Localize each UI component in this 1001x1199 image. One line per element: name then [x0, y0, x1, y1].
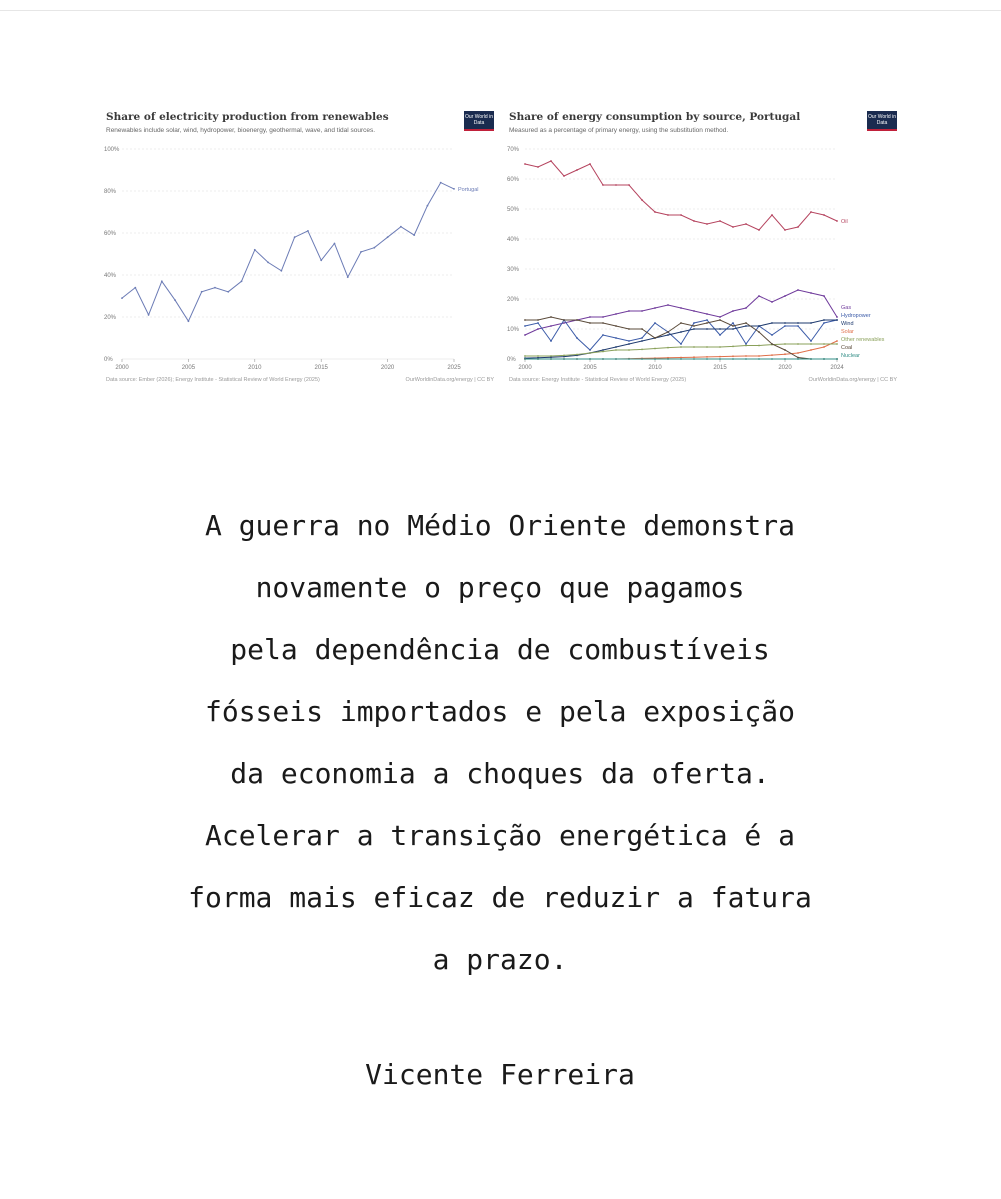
data-point [745, 223, 747, 225]
quote-line: a prazo. [432, 943, 568, 976]
data-point [706, 346, 708, 348]
data-point [667, 304, 669, 306]
series-label: Wind [841, 321, 854, 327]
y-tick-label: 40% [104, 273, 117, 279]
data-point [254, 249, 256, 251]
data-point [615, 337, 617, 339]
data-point [524, 334, 526, 336]
quote-line: fósseis importados e pela exposição [204, 695, 795, 728]
data-point [693, 346, 695, 348]
data-point [347, 276, 349, 278]
y-tick-label: 40% [507, 237, 520, 243]
data-point [732, 358, 734, 360]
data-point [387, 236, 389, 238]
x-tick-label: 2010 [648, 365, 662, 371]
quote-line: da economia a choques da oferta. [230, 757, 770, 790]
data-point [563, 358, 565, 360]
data-point [641, 358, 643, 360]
data-point [121, 297, 123, 299]
y-tick-label: 80% [104, 189, 117, 195]
data-point [784, 295, 786, 297]
data-point [797, 343, 799, 345]
data-point [615, 313, 617, 315]
data-point [563, 322, 565, 324]
data-point [214, 287, 216, 289]
data-point [654, 307, 656, 309]
x-tick-label: 2000 [518, 365, 532, 371]
data-point [654, 358, 656, 360]
data-point [706, 322, 708, 324]
data-point [758, 295, 760, 297]
y-tick-label: 10% [507, 327, 520, 333]
data-point [537, 355, 539, 357]
data-point [823, 214, 825, 216]
data-point [334, 243, 336, 245]
chart-license: OurWorldinData.org/energy | CC BY [405, 377, 494, 383]
x-tick-label: 2005 [181, 365, 196, 371]
data-point [602, 351, 604, 353]
data-point [563, 175, 565, 177]
data-point [823, 295, 825, 297]
top-divider [0, 10, 1001, 11]
data-point [628, 310, 630, 312]
data-point [758, 331, 760, 333]
y-tick-label: 50% [507, 207, 520, 213]
x-tick-label: 2020 [380, 365, 395, 371]
data-point [810, 292, 812, 294]
data-point [174, 299, 176, 301]
data-point [413, 234, 415, 236]
data-point [589, 322, 591, 324]
data-point [706, 223, 708, 225]
data-point [563, 355, 565, 357]
data-point [823, 346, 825, 348]
data-point [654, 348, 656, 350]
quote-line: forma mais eficaz de reduzir a fatura [188, 881, 812, 914]
series-label: Portugal [458, 186, 479, 193]
data-point [641, 310, 643, 312]
quote-line: pela dependência de combustíveis [230, 633, 770, 666]
data-point [758, 229, 760, 231]
data-point [576, 354, 578, 356]
data-point [550, 160, 552, 162]
data-point [745, 325, 747, 327]
data-point [836, 316, 838, 318]
data-point [641, 199, 643, 201]
x-tick-label: 2025 [447, 365, 461, 371]
data-point [797, 322, 799, 324]
data-point [373, 247, 375, 249]
series-label: Other renewables [841, 337, 885, 343]
x-tick-label: 2005 [583, 365, 597, 371]
x-tick-label: 2020 [778, 365, 792, 371]
data-point [602, 322, 604, 324]
data-point [641, 337, 643, 339]
y-tick-label: 0% [104, 357, 113, 363]
data-point [524, 319, 526, 321]
data-point [628, 358, 630, 360]
data-point [654, 337, 656, 339]
data-point [836, 220, 838, 222]
data-point [823, 358, 825, 360]
data-point [628, 328, 630, 330]
data-point [719, 319, 721, 321]
data-point [758, 325, 760, 327]
data-point [680, 214, 682, 216]
series-line-hydropower [525, 320, 837, 350]
data-point [201, 291, 203, 293]
chart-subtitle: Measured as a percentage of primary energy, using the substitution method. [509, 127, 729, 134]
data-point [615, 349, 617, 351]
data-point [134, 287, 136, 289]
data-point [453, 188, 455, 190]
data-point [524, 355, 526, 357]
data-point [440, 182, 442, 184]
data-point [771, 301, 773, 303]
data-point [771, 354, 773, 356]
x-tick-label: 2015 [713, 365, 727, 371]
y-tick-label: 30% [507, 267, 520, 273]
data-point [771, 334, 773, 336]
data-point [307, 230, 309, 232]
data-point [836, 340, 838, 342]
data-point [771, 343, 773, 345]
data-point [188, 320, 190, 322]
series-label: Hydropower [841, 313, 871, 319]
data-point [667, 334, 669, 336]
quote-line: A guerra no Médio Oriente demonstra [204, 509, 795, 542]
data-point [563, 319, 565, 321]
data-point [602, 358, 604, 360]
quote-text [120, 495, 880, 991]
data-point [732, 322, 734, 324]
series-line-oil [525, 161, 837, 230]
y-tick-label: 20% [507, 297, 520, 303]
data-point [693, 220, 695, 222]
data-point [810, 343, 812, 345]
data-point [537, 358, 539, 360]
chart-title: Share of energy consumption by source, Portugal [509, 111, 801, 123]
data-point [823, 343, 825, 345]
chart-license: OurWorldinData.org/energy | CC BY [808, 377, 897, 383]
data-point [732, 310, 734, 312]
data-point [615, 346, 617, 348]
data-point [550, 358, 552, 360]
data-point [758, 358, 760, 360]
data-point [427, 205, 429, 207]
data-point [641, 340, 643, 342]
data-point [823, 319, 825, 321]
data-point [706, 358, 708, 360]
x-tick-label: 2024 [830, 365, 844, 371]
data-point [537, 328, 539, 330]
data-point [537, 319, 539, 321]
chart-source: Data source: Ember (2026); Energy Institute - Statistical Review of World Energy (2025) [106, 377, 320, 383]
y-tick-label: 0% [507, 357, 516, 363]
owid-logo: Our World in Data [867, 111, 897, 131]
data-point [550, 325, 552, 327]
data-point [654, 322, 656, 324]
data-point [667, 358, 669, 360]
data-point [576, 358, 578, 360]
data-point [267, 262, 269, 264]
data-point [615, 184, 617, 186]
data-point [706, 328, 708, 330]
data-point [810, 322, 812, 324]
chart-plot-area [104, 143, 496, 371]
data-point [797, 289, 799, 291]
data-point [641, 328, 643, 330]
data-point [524, 358, 526, 360]
data-point [706, 313, 708, 315]
data-point [294, 236, 296, 238]
chart-subtitle: Renewables include solar, wind, hydropower, bioenergy, geothermal, wave, and tidal sources. [106, 127, 376, 134]
y-tick-label: 100% [104, 147, 120, 153]
data-point [667, 347, 669, 349]
data-point [784, 358, 786, 360]
data-point [227, 291, 229, 293]
owid-logo: Our World in Data [464, 111, 494, 131]
data-point [784, 349, 786, 351]
data-point [693, 310, 695, 312]
data-point [576, 319, 578, 321]
data-point [615, 325, 617, 327]
data-point [537, 322, 539, 324]
quote-author: Vicente Ferreira [365, 1058, 635, 1091]
data-point [589, 163, 591, 165]
data-point [732, 328, 734, 330]
series-label: Oil [841, 219, 848, 225]
data-point [732, 325, 734, 327]
data-point [719, 356, 721, 358]
data-point [680, 331, 682, 333]
data-point [758, 355, 760, 357]
data-point [280, 270, 282, 272]
data-point [836, 319, 838, 321]
data-point [745, 358, 747, 360]
data-point [823, 322, 825, 324]
data-point [719, 328, 721, 330]
data-point [693, 356, 695, 358]
data-point [602, 316, 604, 318]
data-point [693, 328, 695, 330]
series-label: Gas [841, 305, 852, 311]
data-point [537, 166, 539, 168]
data-point [719, 334, 721, 336]
y-tick-label: 60% [507, 177, 520, 183]
data-point [745, 322, 747, 324]
data-point [667, 214, 669, 216]
data-point [628, 343, 630, 345]
data-point [719, 316, 721, 318]
y-tick-label: 20% [104, 315, 117, 321]
data-point [784, 322, 786, 324]
x-tick-label: 2015 [314, 365, 328, 371]
data-point [641, 349, 643, 351]
data-point [576, 337, 578, 339]
data-point [693, 322, 695, 324]
data-point [602, 184, 604, 186]
data-point [771, 214, 773, 216]
y-tick-label: 70% [507, 147, 520, 153]
data-point [550, 340, 552, 342]
data-point [589, 352, 591, 354]
data-point [680, 346, 682, 348]
data-point [589, 358, 591, 360]
data-point [784, 229, 786, 231]
data-point [693, 325, 695, 327]
data-point [680, 322, 682, 324]
data-point [148, 314, 150, 316]
data-point [745, 355, 747, 357]
data-point [706, 319, 708, 321]
data-point [810, 211, 812, 213]
quote-line: novamente o preço que pagamos [255, 571, 745, 604]
x-tick-label: 2010 [248, 365, 262, 371]
data-point [797, 226, 799, 228]
data-point [810, 349, 812, 351]
data-point [719, 346, 721, 348]
chart-title: Share of electricity production from renewables [106, 111, 389, 123]
data-point [400, 226, 402, 228]
chart-plot-area [507, 143, 899, 371]
data-point [719, 358, 721, 360]
data-point [360, 251, 362, 253]
data-point [706, 356, 708, 358]
series-line-portugal [122, 183, 454, 322]
data-point [602, 334, 604, 336]
data-point [732, 226, 734, 228]
data-point [628, 184, 630, 186]
series-line-gas [525, 290, 837, 335]
data-point [654, 211, 656, 213]
data-point [784, 325, 786, 327]
series-label: Coal [841, 345, 853, 351]
data-point [732, 355, 734, 357]
data-point [524, 163, 526, 165]
data-point [771, 322, 773, 324]
data-point [758, 345, 760, 347]
data-point [810, 358, 812, 360]
data-point [771, 358, 773, 360]
data-point [745, 345, 747, 347]
data-point [784, 343, 786, 345]
data-point [628, 349, 630, 351]
series-label: Nuclear [841, 353, 860, 359]
data-point [576, 169, 578, 171]
data-point [797, 358, 799, 360]
chart-renewables-electricity [104, 105, 496, 385]
data-point [615, 358, 617, 360]
data-point [719, 220, 721, 222]
y-tick-label: 60% [104, 231, 117, 237]
data-point [161, 280, 163, 282]
data-point [550, 316, 552, 318]
data-point [524, 325, 526, 327]
data-point [550, 355, 552, 357]
data-point [667, 331, 669, 333]
data-point [797, 325, 799, 327]
data-point [680, 358, 682, 360]
data-point [745, 307, 747, 309]
data-point [784, 353, 786, 355]
x-tick-label: 2000 [115, 365, 129, 371]
data-point [680, 343, 682, 345]
data-point [836, 358, 838, 360]
data-point [810, 340, 812, 342]
data-point [836, 343, 838, 345]
chart-source: Data source: Energy Institute - Statistical Review of World Energy (2025) [509, 377, 687, 383]
data-point [680, 307, 682, 309]
data-point [589, 316, 591, 318]
data-point [320, 259, 322, 261]
data-point [628, 340, 630, 342]
data-point [693, 358, 695, 360]
data-point [241, 280, 243, 282]
data-point [797, 352, 799, 354]
series-label: Solar [841, 329, 854, 335]
chart-energy-consumption-portugal [507, 105, 899, 385]
data-point [732, 346, 734, 348]
quote-line: Acelerar a transição energética é a [204, 819, 795, 852]
data-point [589, 349, 591, 351]
